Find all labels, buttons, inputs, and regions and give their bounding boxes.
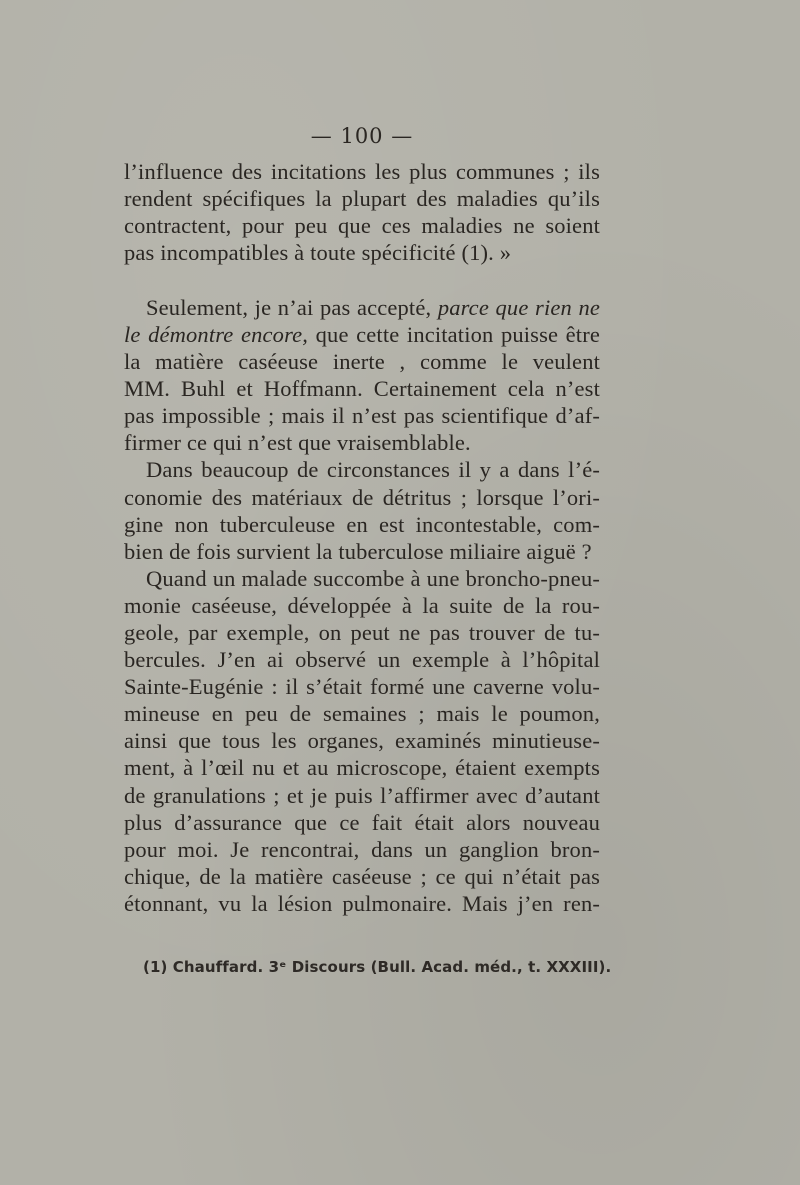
body-text xyxy=(124,158,600,917)
text-line: chique, de la matière caséeuse ; ce qui n’était pas xyxy=(124,863,600,889)
text-line: ainsi que tous les organes, examinés minutieuse- xyxy=(124,728,600,754)
text-line: l’influence des incitations les plus communes ; ils xyxy=(124,159,600,184)
text-line: monie caséeuse, développée à la suite de la rou- xyxy=(124,592,600,618)
text-line: étonnant, vu la lésion pulmonaire. Mais j’en ren- xyxy=(124,890,600,916)
text-line: la matière caséeuse inerte , comme le veulent xyxy=(124,349,600,375)
paragraph-dans-beaucoup xyxy=(124,456,600,564)
text-run: Seulement, je n’ai pas accepté, xyxy=(146,294,438,320)
italic-run: parce que rien ne xyxy=(437,294,601,320)
text-line: firmer ce qui n’est que vraisemblable. xyxy=(124,430,471,456)
paragraph-quand-un-malade xyxy=(124,565,600,917)
text-line: ment, à l’œil nu et au microscope, étaient exempts xyxy=(124,755,600,781)
text-line: gine non tuberculeuse en est incontestable, com- xyxy=(124,511,600,537)
page-number: — 100 — xyxy=(310,124,414,148)
text-line xyxy=(124,321,600,348)
text-line: bien de fois survient la tuberculose miliaire aiguë ? xyxy=(124,538,592,564)
text-line: contractent, pour peu que ces maladies ne soient xyxy=(124,213,600,239)
text-line: MM. Buhl et Hoffmann. Certainement cela n’est xyxy=(124,376,600,402)
text-line: Quand un malade succombe à une broncho-pneu- xyxy=(146,565,600,591)
text-line: Sainte-Eugénie : il s’était formé une caverne volu- xyxy=(124,674,600,700)
paragraph-gap xyxy=(124,266,600,294)
text-line xyxy=(124,294,600,321)
italic-run: le démontre encore, xyxy=(124,321,309,347)
footnote: (1) Chauffard. 3ᵉ Discours (Bull. Acad. méd., t. XXXIII). xyxy=(143,958,612,976)
text-line: de granulations ; et je puis l’affirmer avec d’autant xyxy=(124,782,600,808)
paragraph-seulement xyxy=(124,294,600,457)
text-run: que cette incitation puisse être xyxy=(308,321,600,347)
text-line: conomie des matériaux de détritus ; lorsque l’ori- xyxy=(124,484,600,510)
text-line: pas incompatibles à toute spécificité (1). » xyxy=(124,240,512,266)
text-line: pour moi. Je rencontrai, dans un ganglion bron- xyxy=(124,836,600,862)
text-line: bercules. J’en ai observé un exemple à l’hôpital xyxy=(124,647,600,673)
paragraph-quote-end xyxy=(124,158,600,266)
text-line: rendent spécifiques la plupart des maladies qu’ils xyxy=(124,186,600,212)
text-line: Dans beaucoup de circonstances il y a dans l’é- xyxy=(146,457,600,483)
text-line: mineuse en peu de semaines ; mais le poumon, xyxy=(124,701,600,727)
text-line: geole, par exemple, on peut ne pas trouver de tu- xyxy=(124,620,600,645)
text-line: plus d’assurance que ce fait était alors nouveau xyxy=(124,809,600,835)
text-line: pas impossible ; mais il n’est pas scientifique d’af- xyxy=(124,403,600,429)
